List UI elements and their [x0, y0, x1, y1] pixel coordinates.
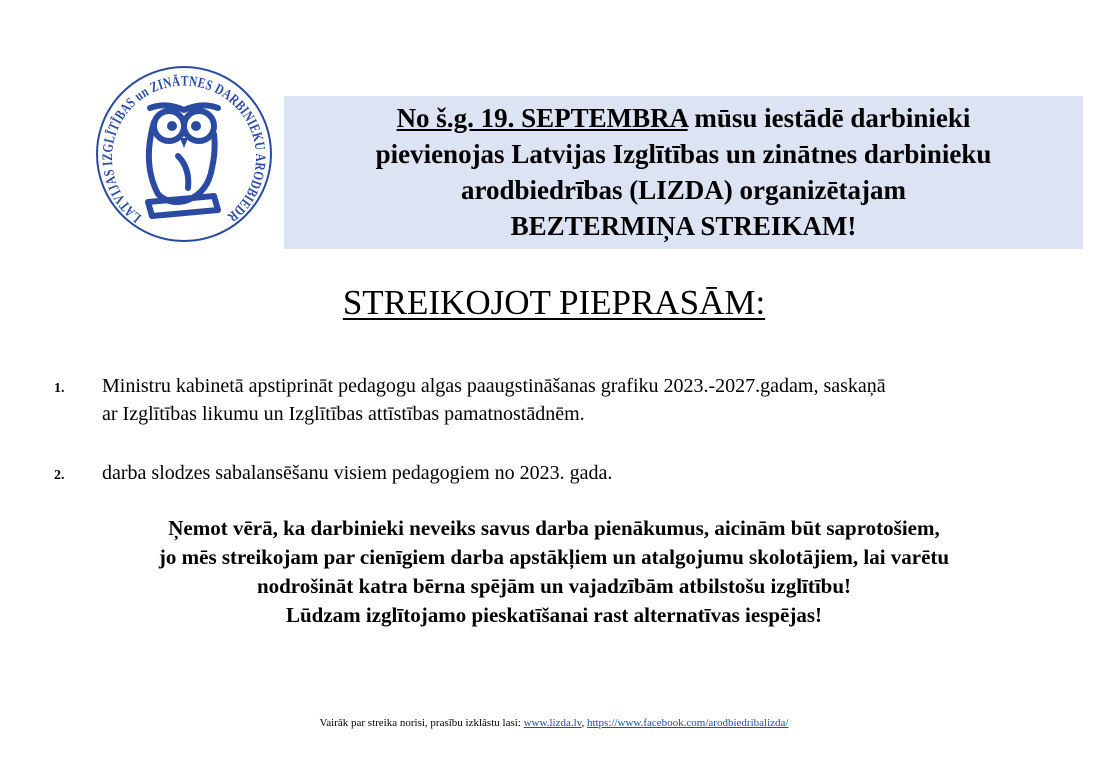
banner-line-1	[284, 100, 1083, 136]
facebook-link[interactable]: https://www.facebook.com/arodbiedribalizda/	[586, 717, 789, 729]
closing-line-3: nodrošināt katra bērna spējām un vajadzībām atbilstošu izglītību!	[256, 574, 852, 598]
closing-line-1: Ņemot vērā, ka darbinieki neveiks savus darba pienākumus, aicinām būt saprotošiem,	[168, 516, 940, 540]
demand-text-2	[102, 459, 1092, 487]
strike-date: No š.g. 19. SEPTEMBRA	[396, 103, 688, 133]
strike-announcement-banner	[284, 96, 1083, 249]
demand-number-2: 2.	[54, 468, 65, 483]
lizda-logo	[94, 64, 274, 244]
demand-2-line-1: darba slodzes sabalansēšanu visiem pedagogiem no 2023. gada.	[102, 462, 613, 484]
banner-line-2: pievienojas Latvijas Izglītības un zinātnes darbinieku	[375, 139, 992, 169]
demand-1-line-2: ar Izglītības likumu un Izglītības attīstības pamatnostādnēm.	[102, 403, 585, 425]
closing-line-2: jo mēs streikojam par cienīgiem darba apstākļiem un atalgojumu skolotājiem, lai varētu	[158, 545, 950, 569]
closing-statement	[0, 514, 1108, 630]
footer-text: Vairāk par streika norisi, prasību izklāstu lasi:	[319, 717, 524, 729]
demand-text-1	[102, 372, 1092, 428]
footer	[0, 716, 1108, 730]
owl-on-book-icon	[94, 64, 274, 244]
banner-line-4: BEZTERMIŅA STREIKAM!	[510, 211, 857, 241]
demand-1-line-1: Ministru kabinetā apstiprināt pedagogu algas paaugstināšanas grafiku 2023.-2027.gadam, saskaņā	[102, 375, 886, 397]
lizda-website-link[interactable]: www.lizda.lv	[523, 717, 582, 729]
banner-line-1-rest: mūsu iestādē darbinieki	[687, 103, 971, 133]
footer-separator: ,	[581, 717, 587, 729]
demands-heading-text: STREIKOJOT PIEPRASĀM:	[342, 283, 766, 322]
banner-line-3: arodbiedrības (LIZDA) organizētajam	[461, 175, 906, 205]
demands-heading	[0, 283, 1108, 323]
logo-ring-text: LATVIJAS IZGLĪTĪBAS un ZINĀTNES DARBINIEKU ARODBIEDR	[99, 73, 269, 227]
demand-number-1: 1.	[54, 381, 65, 396]
closing-line-4: Lūdzam izglītojamo pieskatīšanai rast alternatīvas iespējas!	[285, 603, 823, 627]
